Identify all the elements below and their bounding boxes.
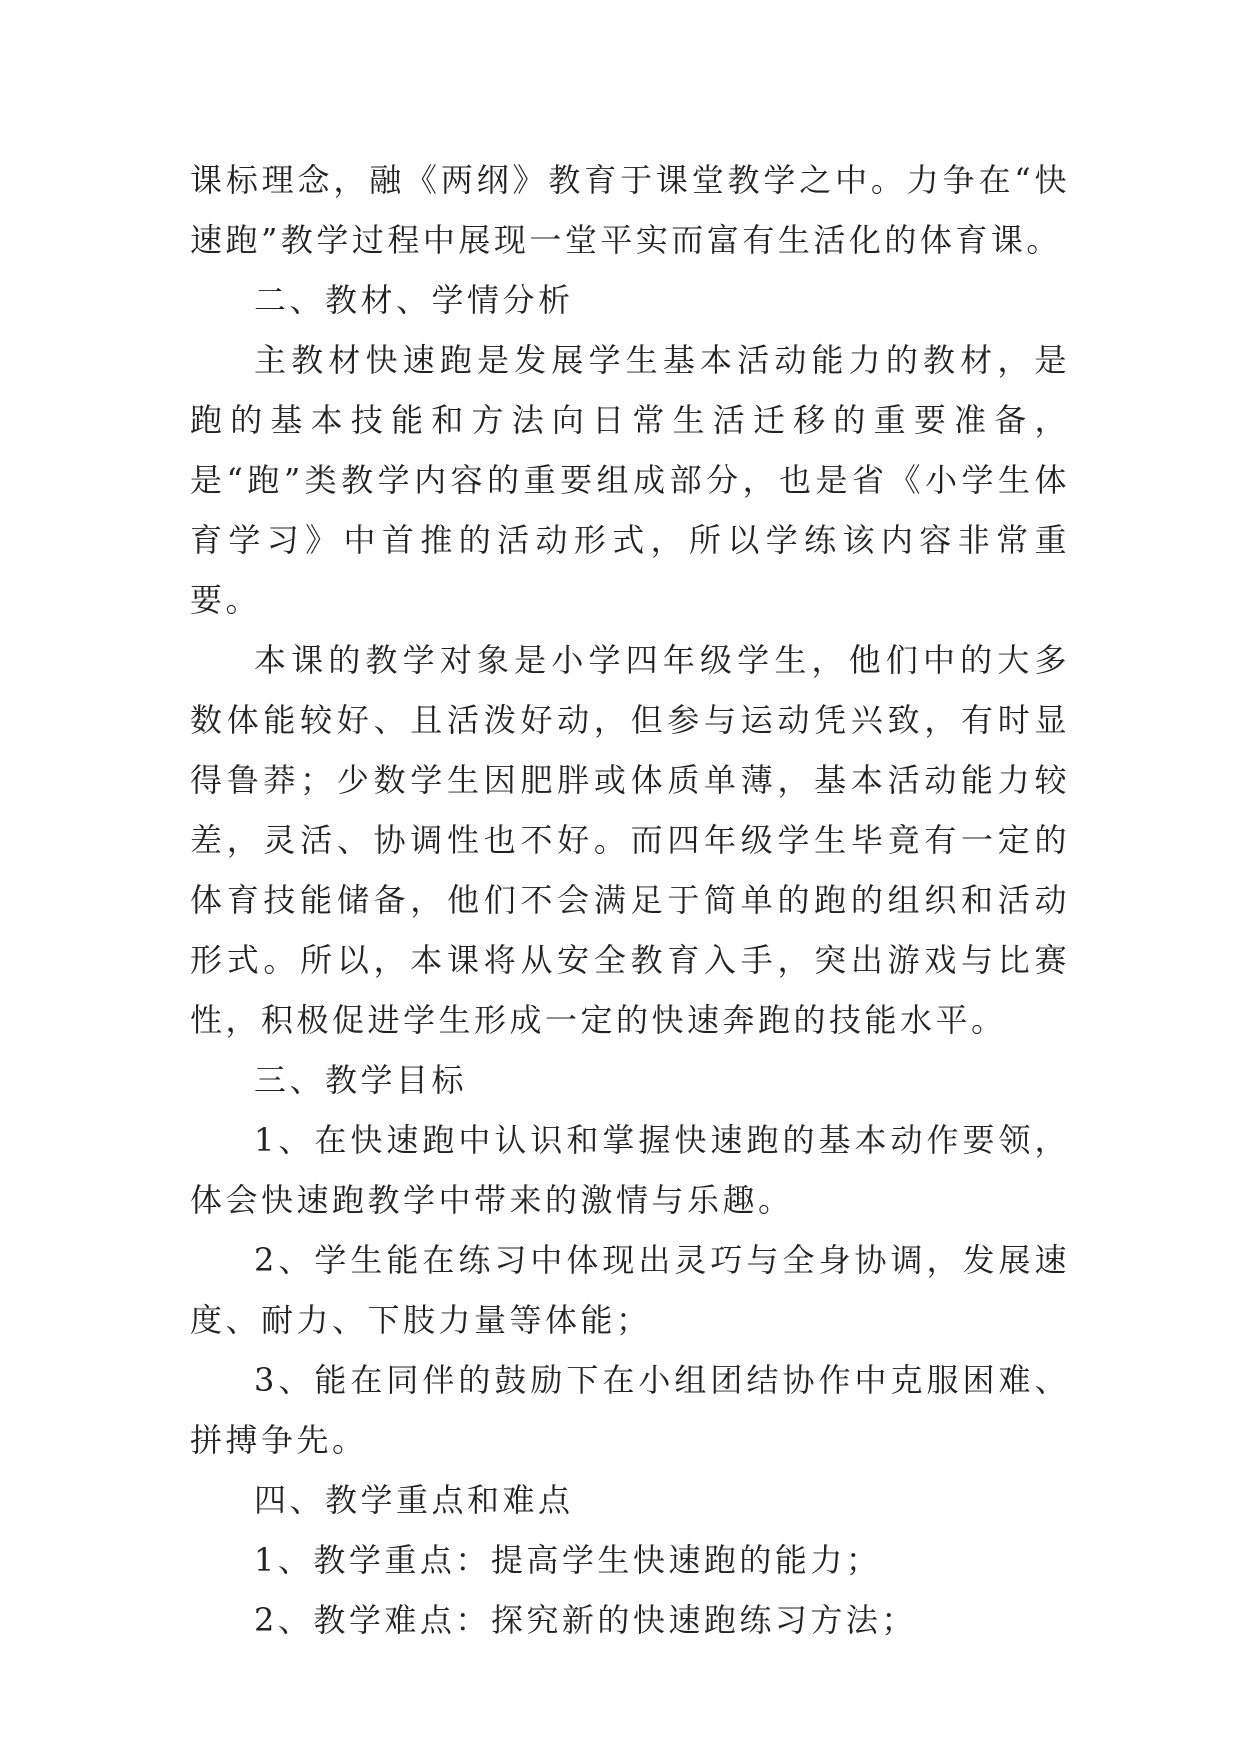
goal-item-1: 1、在快速跑中认识和掌握快速跑的基本动作要领，体会快速跑教学中带来的激情与乐趣。 bbox=[190, 1121, 1070, 1219]
paragraph-materials: 主教材快速跑是发展学生基本活动能力的教材，是跑的基本技能和方法向日常生活迁移的重要准备，是“跑”类教学内容的重要组成部分，也是省《小学生体育学习》中首推的活动形式，所以学练该内容非常重要。 bbox=[190, 341, 1070, 619]
goal-item-3: 3、能在同伴的鼓励下在小组团结协作中克服困难、拼搏争先。 bbox=[190, 1361, 1070, 1459]
section-heading-key-points: 四、教学重点和难点 bbox=[254, 1481, 574, 1519]
section-heading-teaching-goals: 三、教学目标 bbox=[254, 1061, 468, 1099]
section-heading-materials-analysis: 二、教材、学情分析 bbox=[254, 281, 574, 319]
goal-item-2: 2、学生能在练习中体现出灵巧与全身协调，发展速度、耐力、下肢力量等体能； bbox=[190, 1241, 1070, 1339]
key-point-item-1: 1、教学重点：提高学生快速跑的能力； bbox=[254, 1541, 882, 1579]
paragraph-students: 本课的教学对象是小学四年级学生，他们中的大多数体能较好、且活泼好动，但参与运动凭兴致，有时显得鲁莽；少数学生因肥胖或体质单薄，基本活动能力较差，灵活、协调性也不好。而四年级学生毕竟有一定的体育技能储备，他们不会满足于简单的跑的组织和活动形式。所以，本课将从安全教育入手，突出游戏与比赛性，积极促进学生形成一定的快速奔跑的技能水平。 bbox=[190, 641, 1070, 1039]
document-body bbox=[190, 150, 1070, 1650]
paragraph-continued: 课标理念，融《两纲》教育于课堂教学之中。力争在“快速跑”教学过程中展现一堂平实而富有生活化的体育课。 bbox=[190, 161, 1070, 259]
key-point-item-2: 2、教学难点：探究新的快速跑练习方法； bbox=[254, 1601, 917, 1639]
